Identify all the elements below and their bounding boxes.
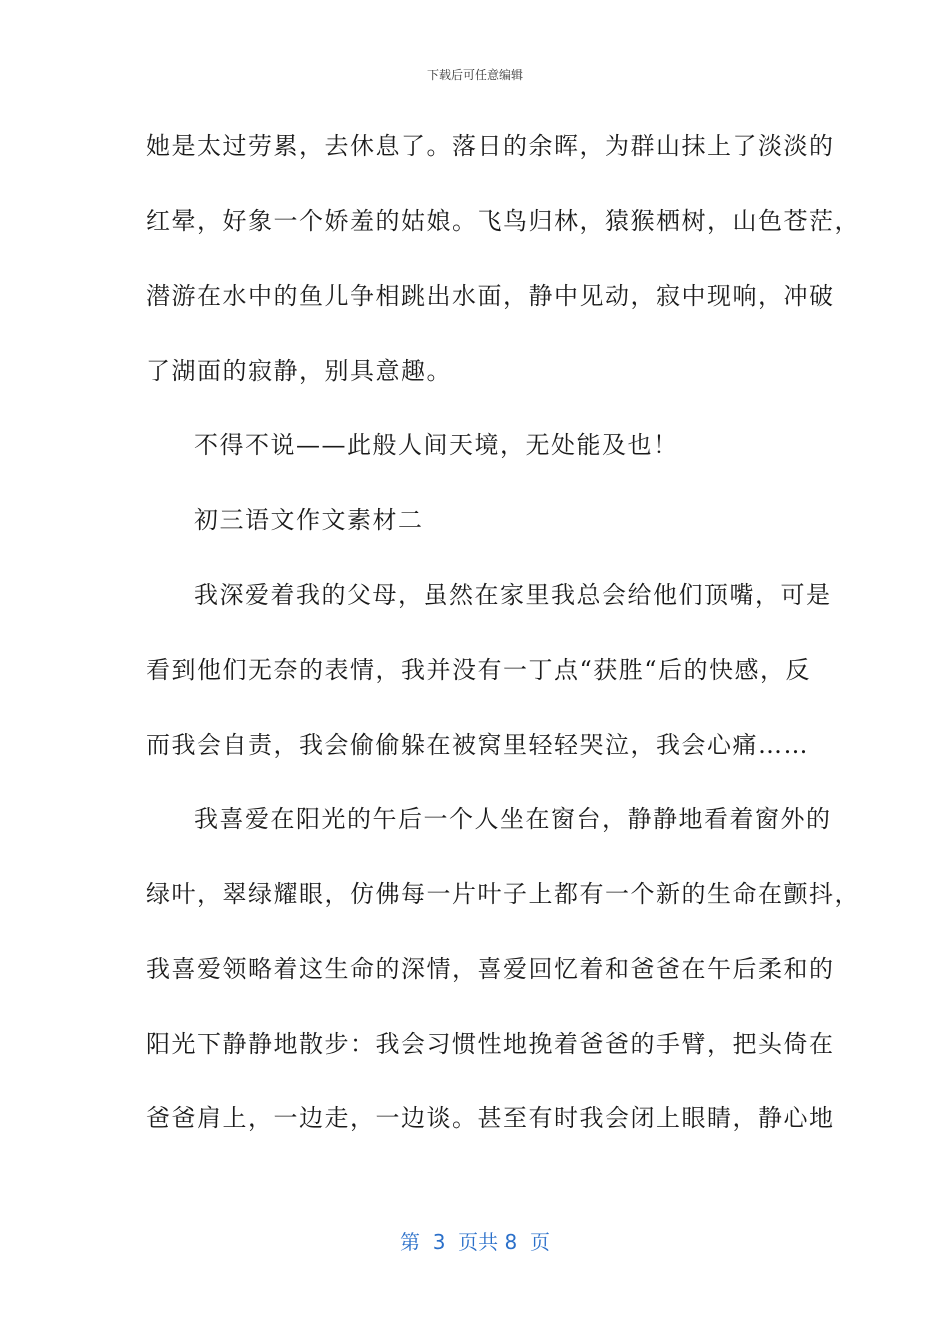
text-line-4: 了湖面的寂静，别具意趣。 bbox=[146, 357, 452, 385]
text-line-2: 红晕，好象一个娇羞的姑娘。飞鸟归林，猿猴栖树，山色苍茫， bbox=[146, 207, 860, 235]
text-line-13: 阳光下静静地散步：我会习惯性地挽着爸爸的手臂，把头倚在 bbox=[146, 1030, 835, 1058]
text-line-10: 我喜爱在阳光的午后一个人坐在窗台，静静地看着窗外的 bbox=[194, 805, 832, 833]
text-line-11: 绿叶，翠绿耀眼，仿佛每一片叶子上都有一个新的生命在颤抖， bbox=[146, 880, 860, 908]
text-line-14: 爸爸肩上，一边走，一边谈。甚至有时我会闭上眼睛，静心地 bbox=[146, 1104, 835, 1132]
page-number-footer: 第 3 页共 8 页 bbox=[400, 1230, 550, 1254]
text-line-12: 我喜爱领略着这生命的深情，喜爱回忆着和爸爸在午后柔和的 bbox=[146, 955, 835, 983]
section-title: 初三语文作文素材二 bbox=[194, 506, 424, 534]
header-note: 下载后可任意编辑 bbox=[426, 68, 523, 82]
text-line-9: 而我会自责，我会偷偷躲在被窝里轻轻哭泣，我会心痛…… bbox=[146, 731, 809, 759]
text-line-7: 我深爱着我的父母，虽然在家里我总会给他们顶嘴，可是 bbox=[194, 581, 832, 609]
text-line-1: 她是太过劳累，去休息了。落日的余晖，为群山抹上了淡淡的 bbox=[146, 132, 835, 160]
text-line-8: 看到他们无奈的表情，我并没有一丁点“获胜“后的快感，反 bbox=[146, 656, 812, 684]
text-line-5: 不得不说——此般人间天境，无处能及也！ bbox=[194, 431, 679, 459]
text-line-3: 潜游在水中的鱼儿争相跳出水面，静中见动，寂中现响，冲破 bbox=[146, 282, 835, 310]
